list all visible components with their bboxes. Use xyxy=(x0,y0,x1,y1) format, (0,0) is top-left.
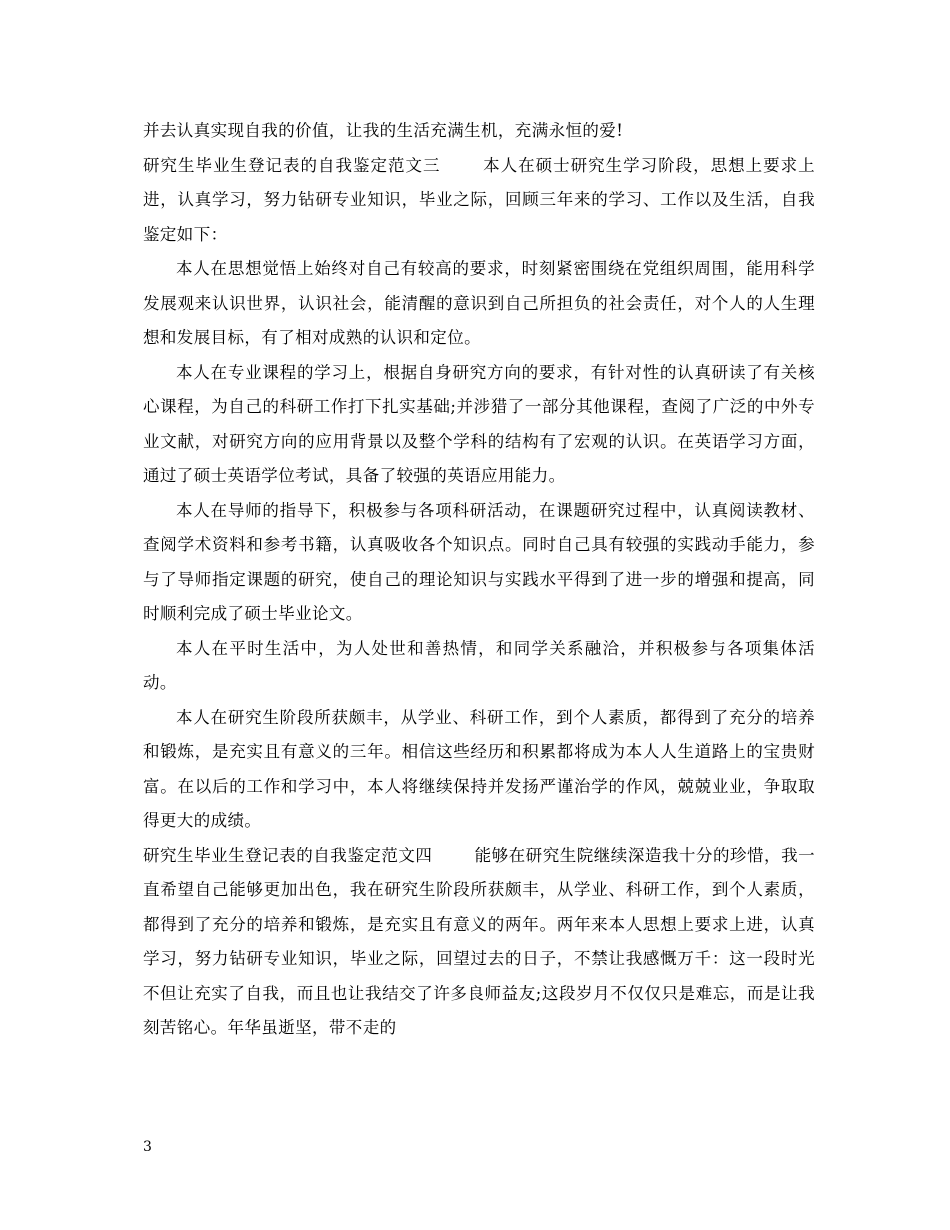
document-body xyxy=(143,114,815,1046)
paragraph-text: 并去认真实现自我的价值，让我的生活充满生机，充满永恒的爱! xyxy=(143,121,624,140)
paragraph-text: 本人在平时生活中，为人处世和善热情，和同学关系融洽，并积极参与各项集体活动。 xyxy=(143,638,815,692)
paragraph-text: 本人在导师的指导下，积极参与各项科研活动，在课题研究过程中，认真阅读教材、查阅学术资料和参考书籍，认真吸收各个知识点。同时自己具有较强的实践动手能力，参与了导师指定课题的研究，使自己的理论知识与实践水平得到了进一步的增强和提高，同时顺利完成了硕士毕业论文。 xyxy=(143,500,815,623)
paragraph-research xyxy=(143,494,815,632)
paragraph-text: 本人在思想觉悟上始终对自己有较高的要求，时刻紧密围绕在党组织周围，能用科学发展观来认识世界，认识社会，能清醒的意识到自己所担负的社会责任，对个人的人生理想和发展目标，有了相对成熟的认识和定位。 xyxy=(143,259,815,347)
paragraph-text: 能够在研究生院继续深造我十分的珍惜，我一直希望自己能够更加出色，我在研究生阶段所获颇丰，从学业、科研工作，到个人素质，都得到了充分的培养和锻炼，是充实且有意义的两年。两年来本人思想上要求上进，认真学习，努力钻研专业知识，毕业之际，回望过去的日子，不禁让我感慨万千：这一段时光不但让充实了自我，而且也让我结交了许多良师益友;这段岁月不仅仅只是难忘，而是让我刻苦铭心。年华虽逝坚，带不走的 xyxy=(143,845,816,1037)
paragraph-text: 本人在专业课程的学习上，根据自身研究方向的要求，有针对性的认真研读了有关核心课程，为自己的科研工作打下扎实基础;并涉猎了一部分其他课程，查阅了广泛的中外专业文献，对研究方向的应用背景以及整个学科的结构有了宏观的认识。在英语学习方面，通过了硕士英语学位考试，具备了较强的英语应用能力。 xyxy=(143,362,815,485)
section-four-paragraph xyxy=(143,839,815,1046)
paragraph-text: 本人在硕士研究生学习阶段，思想上要求上进，认真学习，努力钻研专业知识，毕业之际，回顾三年来的学习、工作以及生活，自我鉴定如下： xyxy=(143,155,815,244)
paragraph-study xyxy=(143,356,815,494)
paragraph-summary xyxy=(143,701,815,839)
section-three-paragraph xyxy=(143,149,815,253)
paragraph-text: 本人在研究生阶段所获颇丰，从学业、科研工作，到个人素质，都得到了充分的培养和锻炼，是充实且有意义的三年。相信这些经历和积累都将成为本人人生道路上的宝贵财富。在以后的工作和学习中，本人将继续保持并发扬严谨治学的作风，兢兢业业，争取取得更大的成绩。 xyxy=(143,707,815,830)
page-number: 3 xyxy=(143,1139,152,1155)
paragraph-continuation xyxy=(143,114,815,149)
paragraph-thought xyxy=(143,252,815,356)
paragraph-life xyxy=(143,632,815,701)
section-heading-three: 研究生毕业生登记表的自我鉴定范文三 xyxy=(143,155,441,175)
section-heading-four: 研究生毕业生登记表的自我鉴定范文四 xyxy=(143,845,433,865)
